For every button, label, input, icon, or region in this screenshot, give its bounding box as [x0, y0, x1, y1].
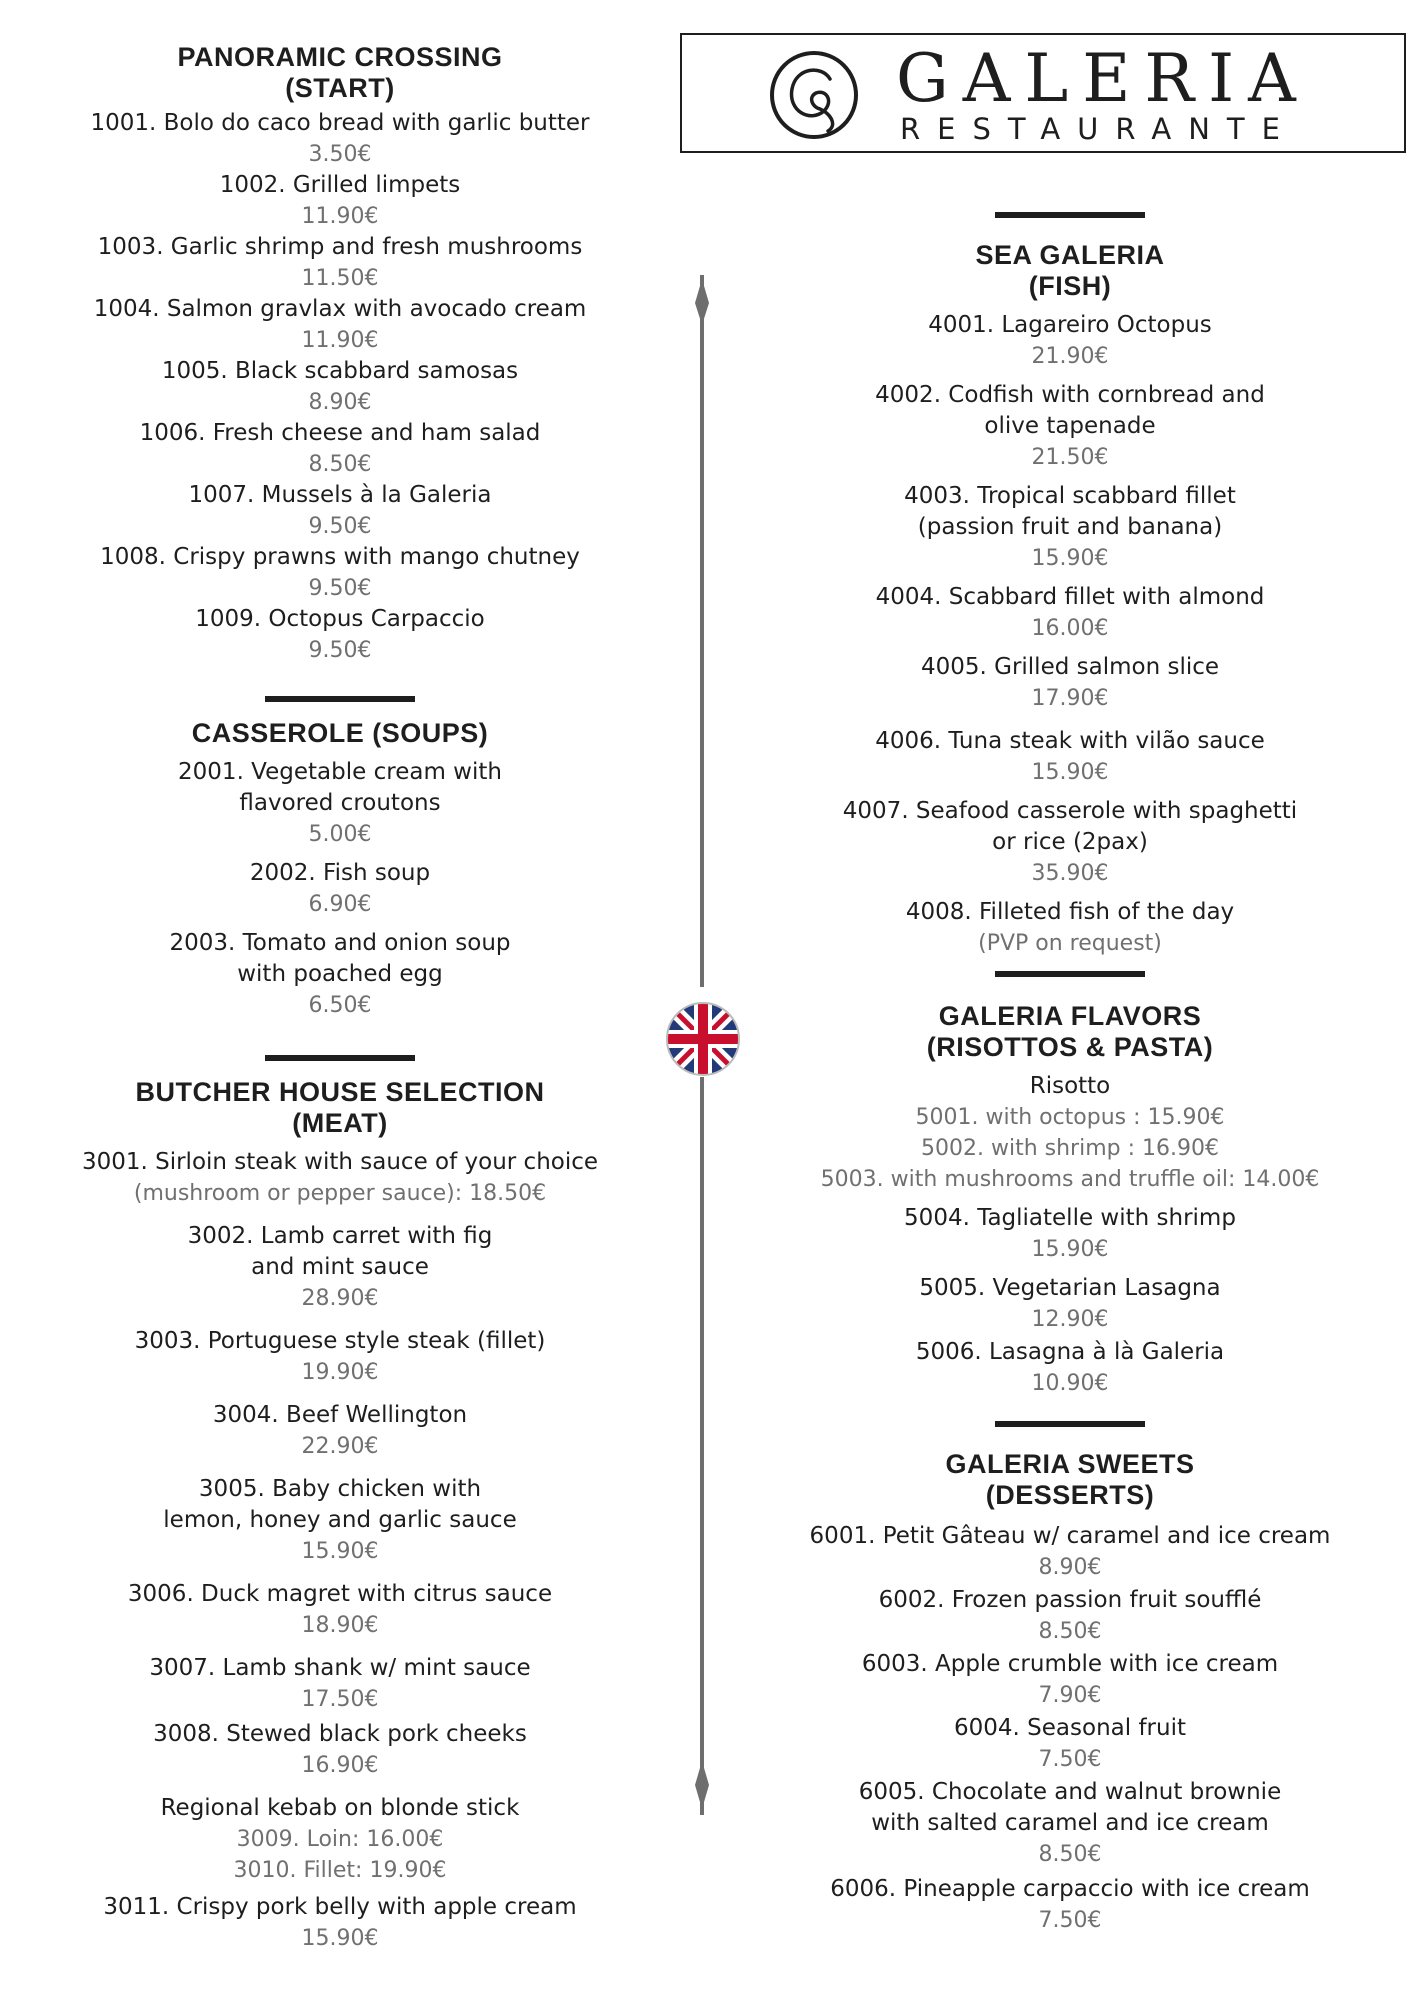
dish-name: 3011. Crispy pork belly with apple cream	[103, 1894, 577, 1920]
dish-price: 12.90€	[1031, 1307, 1109, 1332]
menu-item	[750, 1071, 1390, 1195]
dish-name-cont: flavored croutons	[239, 790, 441, 816]
dish-name: 4007. Seafood casserole with spaghetti	[842, 798, 1298, 824]
brand-subtitle: RESTAURANTE	[900, 112, 1297, 146]
menu-item	[20, 1221, 660, 1314]
section-starters	[20, 42, 660, 666]
dish-name: 3003. Portuguese style steak (fillet)	[134, 1328, 546, 1354]
dish-price: 15.90€	[301, 1539, 379, 1564]
section-desserts	[750, 1449, 1390, 1936]
dish-price: 22.90€	[301, 1434, 379, 1459]
menu-item	[20, 1579, 660, 1641]
dish-name: 3006. Duck magret with citrus sauce	[127, 1581, 553, 1607]
dish-price: 9.50€	[308, 514, 372, 539]
menu-item	[750, 1521, 1390, 1583]
section-meat	[20, 1077, 660, 1954]
dish-price: 8.90€	[308, 390, 372, 415]
dish-name: 1006. Fresh cheese and ham salad	[139, 420, 541, 446]
dish-option: 5002. with shrimp : 16.90€	[921, 1136, 1219, 1161]
menu-item	[20, 1653, 660, 1715]
dish-price: 17.50€	[301, 1687, 379, 1712]
menu-item	[750, 796, 1390, 889]
section-subtitle: (DESSERTS)	[985, 1480, 1155, 1510]
dish-name-cont: and mint sauce	[251, 1254, 429, 1280]
menu-item	[750, 481, 1390, 574]
menu-item	[20, 170, 660, 232]
section-title: CASSEROLE (SOUPS)	[191, 718, 489, 748]
menu-item	[20, 928, 660, 1021]
dish-price: 11.50€	[301, 266, 379, 291]
menu-item	[750, 1874, 1390, 1936]
menu-item	[750, 1273, 1390, 1335]
menu-item	[20, 108, 660, 170]
menu-item	[750, 1585, 1390, 1647]
dish-name: 6005. Chocolate and walnut brownie	[858, 1779, 1282, 1805]
dish-price: 8.90€	[1038, 1555, 1102, 1580]
menu-item	[750, 380, 1390, 473]
dish-name: 2002. Fish soup	[249, 860, 431, 886]
menu-item	[20, 604, 660, 666]
dish-name: 3008. Stewed black pork cheeks	[153, 1721, 527, 1747]
dish-price: 21.50€	[1031, 445, 1109, 470]
dish-name-cont: (passion fruit and banana)	[917, 514, 1223, 540]
galeria-monogram-icon	[768, 49, 860, 141]
dish-option: 5003. with mushrooms and truffle oil: 14.00€	[820, 1167, 1320, 1192]
dish-name: 1001. Bolo do caco bread with garlic butter	[90, 110, 590, 136]
dish-name: 3004. Beef Wellington	[212, 1402, 468, 1428]
dish-price: 6.90€	[308, 892, 372, 917]
dish-name: Risotto	[1029, 1073, 1111, 1099]
dish-price: 7.90€	[1038, 1683, 1102, 1708]
dish-price: 17.90€	[1031, 686, 1109, 711]
dish-name: 1009. Octopus Carpaccio	[195, 606, 485, 632]
dish-name-cont: or rice (2pax)	[992, 829, 1148, 855]
uk-flag-icon[interactable]	[665, 1001, 741, 1077]
section-soups	[20, 718, 660, 1021]
dish-name: 3005. Baby chicken with	[198, 1476, 482, 1502]
dish-price: (PVP on request)	[978, 931, 1162, 956]
dish-name: 4004. Scabbard fillet with almond	[875, 584, 1265, 610]
dish-name: 1007. Mussels à la Galeria	[188, 482, 492, 508]
menu-item	[20, 1793, 660, 1886]
dish-price: 9.50€	[308, 638, 372, 663]
dish-name: 1005. Black scabbard samosas	[161, 358, 519, 384]
dish-name-cont: with salted caramel and ice cream	[871, 1810, 1269, 1836]
dish-price: 7.50€	[1038, 1747, 1102, 1772]
dish-name: 6006. Pineapple carpaccio with ice cream	[830, 1876, 1310, 1902]
menu-item	[20, 1326, 660, 1388]
dish-name: 3001. Sirloin steak with sauce of your choice	[81, 1149, 599, 1175]
section-pasta	[750, 1001, 1390, 1399]
dish-name: 6001. Petit Gâteau w/ caramel and ice cream	[809, 1523, 1331, 1549]
menu-item	[20, 757, 660, 850]
menu-item	[20, 1719, 660, 1781]
menu-item	[20, 480, 660, 542]
dish-option: 5001. with octopus : 15.90€	[915, 1105, 1225, 1130]
section-title: SEA GALERIA	[975, 240, 1165, 270]
dish-price: 8.50€	[308, 452, 372, 477]
section-title: GALERIA SWEETS	[945, 1449, 1195, 1479]
menu-item	[750, 1649, 1390, 1711]
dish-name-cont: lemon, honey and garlic sauce	[163, 1507, 517, 1533]
dish-price: 8.50€	[1038, 1619, 1102, 1644]
dish-price: 10.90€	[1031, 1371, 1109, 1396]
dish-name-cont: olive tapenade	[984, 413, 1156, 439]
dish-price: 16.90€	[301, 1753, 379, 1778]
dish-name: 5005. Vegetarian Lasagna	[919, 1275, 1221, 1301]
dish-name-cont: with poached egg	[237, 961, 443, 987]
section-title: GALERIA FLAVORS	[938, 1001, 1202, 1031]
section-subtitle: (START)	[285, 73, 395, 103]
dish-price: 9.50€	[308, 576, 372, 601]
menu-item	[750, 652, 1390, 714]
menu-item	[750, 1713, 1390, 1775]
dish-price: 5.00€	[308, 822, 372, 847]
menu-item	[20, 418, 660, 480]
dish-name: 1004. Salmon gravlax with avocado cream	[93, 296, 587, 322]
menu-item	[750, 1337, 1390, 1399]
restaurant-logo	[680, 33, 1406, 153]
section-subtitle: (FISH)	[1028, 271, 1112, 301]
dish-name: 3007. Lamb shank w/ mint sauce	[149, 1655, 531, 1681]
dish-price: 11.90€	[301, 328, 379, 353]
dish-name: 2003. Tomato and onion soup	[169, 930, 511, 956]
menu-item	[20, 858, 660, 920]
dish-price: 16.00€	[1031, 616, 1109, 641]
brand-name: GALERIA	[896, 40, 1310, 117]
dish-price: 11.90€	[301, 204, 379, 229]
menu-item	[20, 1400, 660, 1462]
dish-name: 1008. Crispy prawns with mango chutney	[100, 544, 580, 570]
dish-name: 4001. Lagareiro Octopus	[928, 312, 1212, 338]
menu-item	[750, 1203, 1390, 1265]
section-title: BUTCHER HOUSE SELECTION	[135, 1077, 545, 1107]
left-column	[20, 42, 660, 1954]
dish-name: 5006. Lasagna à là Galeria	[915, 1339, 1225, 1365]
dish-name: 4005. Grilled salmon slice	[920, 654, 1220, 680]
menu-item	[20, 1147, 660, 1209]
dish-name: 1003. Garlic shrimp and fresh mushrooms	[97, 234, 583, 260]
menu-item	[20, 542, 660, 604]
dish-price: 8.50€	[1038, 1842, 1102, 1867]
menu-item	[20, 294, 660, 356]
dish-price: 35.90€	[1031, 861, 1109, 886]
dish-option: 3009. Loin: 16.00€	[236, 1827, 444, 1852]
dish-price: 3.50€	[308, 142, 372, 167]
dish-option: 3010. Fillet: 19.90€	[233, 1858, 447, 1883]
menu-item	[750, 726, 1390, 788]
dish-price: 15.90€	[1031, 546, 1109, 571]
dish-name: 6002. Frozen passion fruit soufflé	[878, 1587, 1262, 1613]
dish-price: 19.90€	[301, 1360, 379, 1385]
dish-price: 6.50€	[308, 993, 372, 1018]
right-column	[750, 198, 1390, 1936]
menu-item	[750, 310, 1390, 372]
dish-name: 6004. Seasonal fruit	[954, 1715, 1186, 1741]
menu-item	[750, 582, 1390, 644]
dish-price: 7.50€	[1038, 1908, 1102, 1933]
dish-note: (mushroom or pepper sauce): 18.50€	[133, 1181, 547, 1206]
dish-price: 15.90€	[1031, 760, 1109, 785]
section-subtitle: (MEAT)	[292, 1108, 388, 1138]
dish-price: 28.90€	[301, 1286, 379, 1311]
menu-item	[750, 1777, 1390, 1870]
menu-item	[750, 897, 1390, 959]
dish-price: 15.90€	[1031, 1237, 1109, 1262]
dish-name: 4002. Codfish with cornbread and	[875, 382, 1265, 408]
dish-name: 3002. Lamb carret with fig	[187, 1223, 493, 1249]
dish-name: 4006. Tuna steak with vilão sauce	[875, 728, 1265, 754]
dish-name: 2001. Vegetable cream with	[178, 759, 502, 785]
dish-price: 18.90€	[301, 1613, 379, 1638]
dish-name: 4008. Filleted fish of the day	[905, 899, 1235, 925]
menu-item	[20, 232, 660, 294]
dish-price: 21.90€	[1031, 344, 1109, 369]
dish-name: Regional kebab on blonde stick	[160, 1795, 520, 1821]
dish-name: 5004. Tagliatelle with shrimp	[904, 1205, 1236, 1231]
section-title: PANORAMIC CROSSING	[177, 42, 503, 72]
menu-item	[20, 356, 660, 418]
dish-price: 15.90€	[301, 1926, 379, 1951]
dish-name: 4003. Tropical scabbard fillet	[904, 483, 1236, 509]
section-fish	[750, 240, 1390, 959]
section-subtitle: (RISOTTOS & PASTA)	[926, 1032, 1214, 1062]
menu-item	[20, 1474, 660, 1567]
menu-item	[20, 1892, 660, 1954]
dish-name: 1002. Grilled limpets	[219, 172, 461, 198]
dish-name: 6003. Apple crumble with ice cream	[861, 1651, 1279, 1677]
